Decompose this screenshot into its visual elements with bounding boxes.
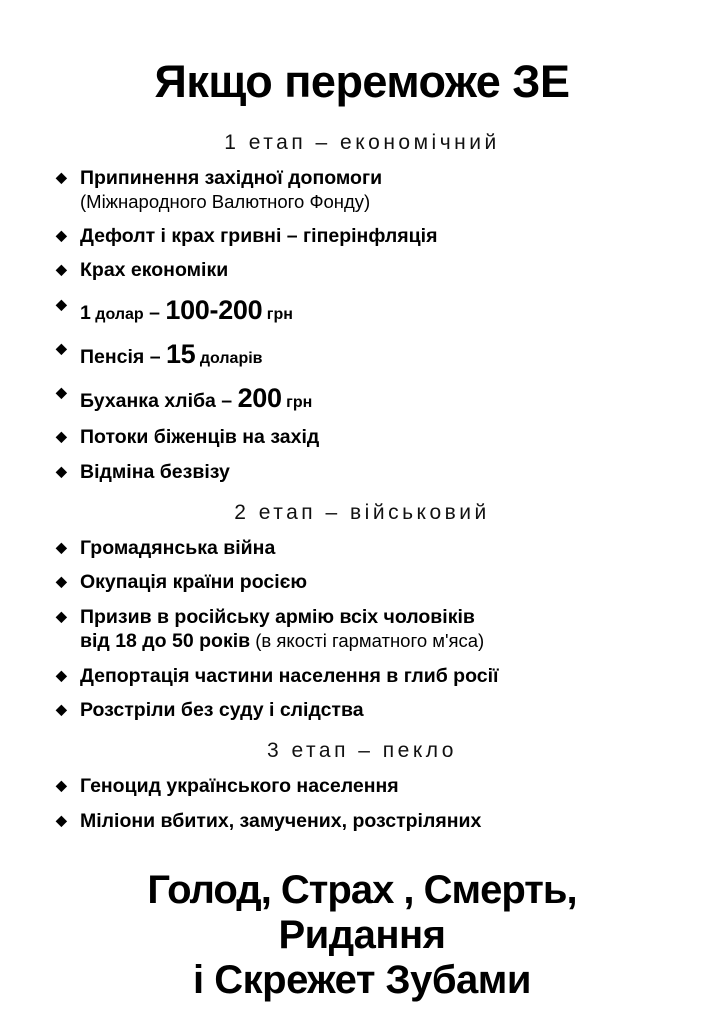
- diamond-bullet-icon: ◆: [56, 226, 67, 243]
- diamond-bullet-icon: ◆: [56, 340, 67, 357]
- section-stage-2: [34, 501, 690, 724]
- page-title: Якщо переможе ЗЕ: [154, 56, 570, 107]
- list-item-label: Буханка хліба –: [80, 390, 238, 413]
- diamond-bullet-icon: ◆: [56, 666, 67, 683]
- list-item: [56, 664, 690, 689]
- list-item-label: Громадянська війна: [80, 536, 276, 559]
- list-item: [56, 571, 690, 595]
- diamond-bullet-icon: ◆: [56, 261, 67, 278]
- list-item-label: Пенсія –: [80, 346, 166, 369]
- list-item-currency: грн: [262, 306, 293, 324]
- list-item-value: 100-200: [165, 295, 263, 326]
- list-stage-3: [34, 775, 690, 834]
- list-item: [56, 810, 690, 834]
- list-item-subtext: (Міжнародного Валютного Фонду): [80, 191, 371, 213]
- list-item-separator: –: [143, 302, 166, 325]
- diamond-bullet-icon: ◆: [56, 169, 67, 186]
- list-item-label: Геноцид українського населення: [80, 775, 399, 798]
- list-item-label: Депортація частини населення в глиб росії: [80, 664, 499, 687]
- list-item-value: 200: [237, 383, 282, 414]
- footer-slogan: [34, 868, 690, 1004]
- diamond-bullet-icon: ◆: [56, 608, 67, 625]
- footer-line-2: Ридання: [278, 912, 446, 957]
- list-item: [56, 460, 690, 485]
- section-heading-2: 2 етап – військовий: [234, 500, 490, 524]
- diamond-bullet-icon: ◆: [56, 538, 67, 555]
- list-item-label: 1: [80, 302, 91, 325]
- section-stage-3: [34, 739, 690, 834]
- footer-line-1: Голод, Страх , Смерть,: [147, 867, 577, 912]
- list-item: [56, 699, 690, 723]
- section-stage-1: [34, 131, 690, 484]
- list-item-line2: [80, 630, 690, 654]
- list-item-label: Окупація країни росією: [80, 571, 308, 594]
- list-item: [56, 536, 690, 561]
- list-item: [56, 775, 690, 799]
- diamond-bullet-icon: ◆: [56, 812, 67, 828]
- list-item-currency: грн: [281, 394, 313, 412]
- list-item-unit: долар: [90, 306, 144, 324]
- diamond-bullet-icon: ◆: [56, 384, 67, 401]
- list-item-label: Припинення західної допомоги: [80, 167, 383, 190]
- list-item: [56, 167, 690, 213]
- list-item: [56, 425, 690, 450]
- list-item-label: Дефолт і крах гривні – гіперінфляція: [80, 224, 438, 247]
- diamond-bullet-icon: ◆: [56, 573, 67, 590]
- list-stage-2: [34, 537, 690, 724]
- list-item-label: Міліони вбитих, замучених, розстріляних: [80, 810, 482, 832]
- list-item: [56, 606, 690, 654]
- list-item-currency: доларів: [195, 350, 263, 368]
- diamond-bullet-icon: ◆: [56, 427, 67, 444]
- section-heading-3: 3 етап – пекло: [267, 739, 457, 763]
- list-item-label: Крах економіки: [80, 259, 229, 282]
- list-item: [56, 224, 690, 249]
- list-item: [56, 259, 690, 283]
- list-item-value: 15: [165, 339, 196, 370]
- list-item-label: Потоки біженців на захід: [80, 425, 320, 448]
- list-item: [56, 294, 690, 327]
- list-item-label: Розстріли без суду і слідства: [80, 699, 364, 722]
- diamond-bullet-icon: ◆: [56, 701, 67, 718]
- footer-line-3: і Скрежет Зубами: [193, 958, 531, 1003]
- list-stage-1: [34, 167, 690, 484]
- list-item-range: від 18 до 50 років: [80, 629, 251, 652]
- section-heading-1: 1 етап – економічний: [224, 131, 500, 155]
- list-item-note: (в якості гарматного м'яса): [250, 629, 485, 651]
- diamond-bullet-icon: ◆: [56, 296, 67, 313]
- list-item: [56, 338, 690, 371]
- diamond-bullet-icon: ◆: [56, 777, 67, 794]
- diamond-bullet-icon: ◆: [56, 462, 67, 479]
- list-item-label: Призив в російську армію всіх чоловіків: [80, 606, 475, 629]
- list-item: [56, 382, 690, 415]
- list-item-label: Відміна безвізу: [80, 460, 230, 483]
